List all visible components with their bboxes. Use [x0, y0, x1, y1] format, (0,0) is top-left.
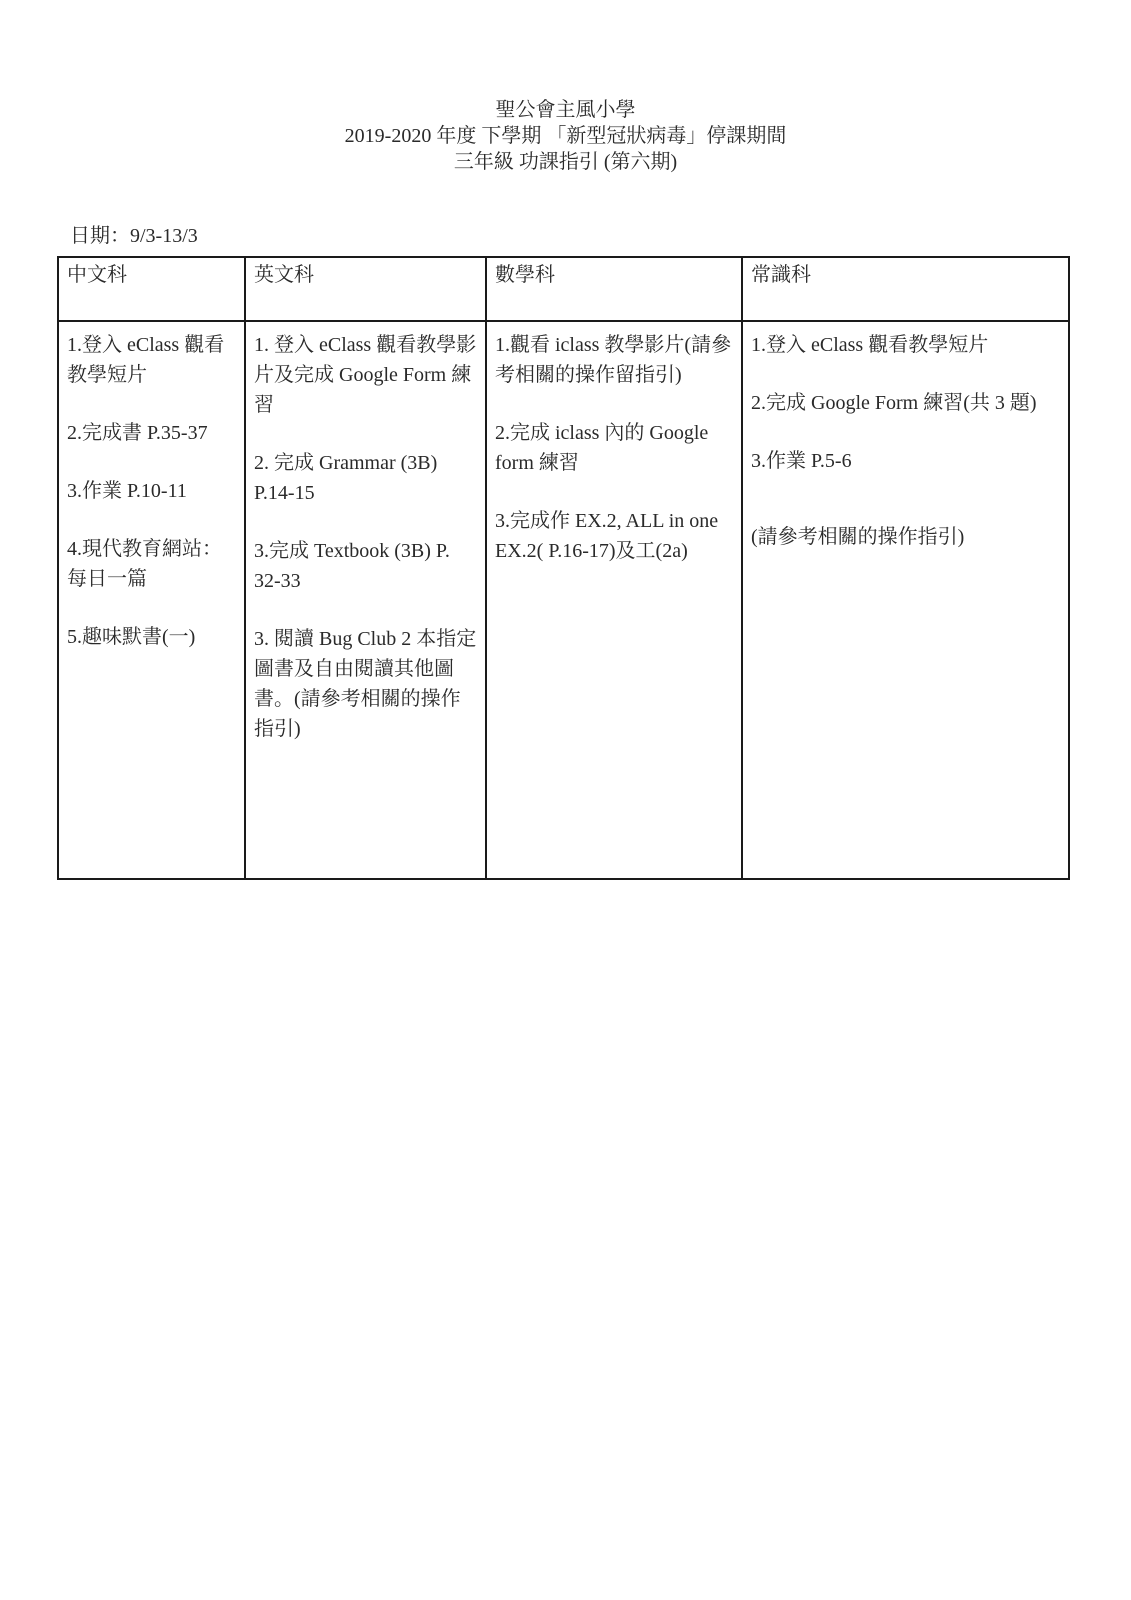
term-title: 2019-2020 年度 下學期 「新型冠狀病毒」停課期間 — [344, 125, 787, 147]
header-general-studies: 常識科 — [742, 257, 1069, 321]
math-tasks-cell — [486, 321, 742, 879]
header-english: 英文科 — [245, 257, 486, 321]
school-name: 聖公會主風小學 — [495, 99, 636, 121]
list-item: 1. 登入 eClass 觀看教學影片及完成 Google Form 練習 — [254, 334, 477, 416]
table-header-row — [58, 257, 1069, 321]
table-row — [58, 321, 1069, 879]
homework-table — [57, 256, 1070, 880]
list-item: 3. 閱讀 Bug Club 2 本指定圖書及自由閱讀其他圖書。(請參考相關的操作指引) — [254, 628, 477, 740]
list-item: 1.觀看 iclass 教學影片(請參考相關的操作留指引) — [495, 334, 732, 386]
list-item: 3.完成作 EX.2, ALL in one EX.2( P.16-17)及工(2a) — [495, 510, 719, 562]
list-item: 5.趣味默書(一) — [67, 626, 196, 648]
document-header — [0, 97, 1131, 175]
list-item: 3.完成 Textbook (3B) P. 32-33 — [254, 540, 450, 592]
list-item: (請參考相關的操作指引) — [751, 526, 965, 548]
date-range: 日期：9/3-13/3 — [70, 225, 198, 247]
english-tasks-cell — [245, 321, 486, 879]
header-chinese: 中文科 — [58, 257, 245, 321]
list-item: 3.作業 P.5-6 — [751, 450, 852, 472]
list-item: 2. 完成 Grammar (3B) P.14-15 — [254, 452, 438, 504]
grade-guide-title: 三年級 功課指引 (第六期) — [453, 151, 678, 173]
header-math: 數學科 — [486, 257, 742, 321]
general-studies-tasks-cell — [742, 321, 1069, 879]
list-item: 3.作業 P.10-11 — [67, 480, 187, 502]
chinese-tasks-cell — [58, 321, 245, 879]
list-item: 4.現代教育網站：每日一篇 — [67, 538, 222, 590]
list-item: 1.登入 eClass 觀看教學短片 — [751, 334, 989, 356]
list-item: 1.登入 eClass 觀看教學短片 — [67, 334, 225, 386]
list-item: 2.完成書 P.35-37 — [67, 422, 208, 444]
list-item: 2.完成 iclass 內的 Google form 練習 — [495, 422, 709, 474]
list-item: 2.完成 Google Form 練習(共 3 題) — [751, 392, 1037, 414]
